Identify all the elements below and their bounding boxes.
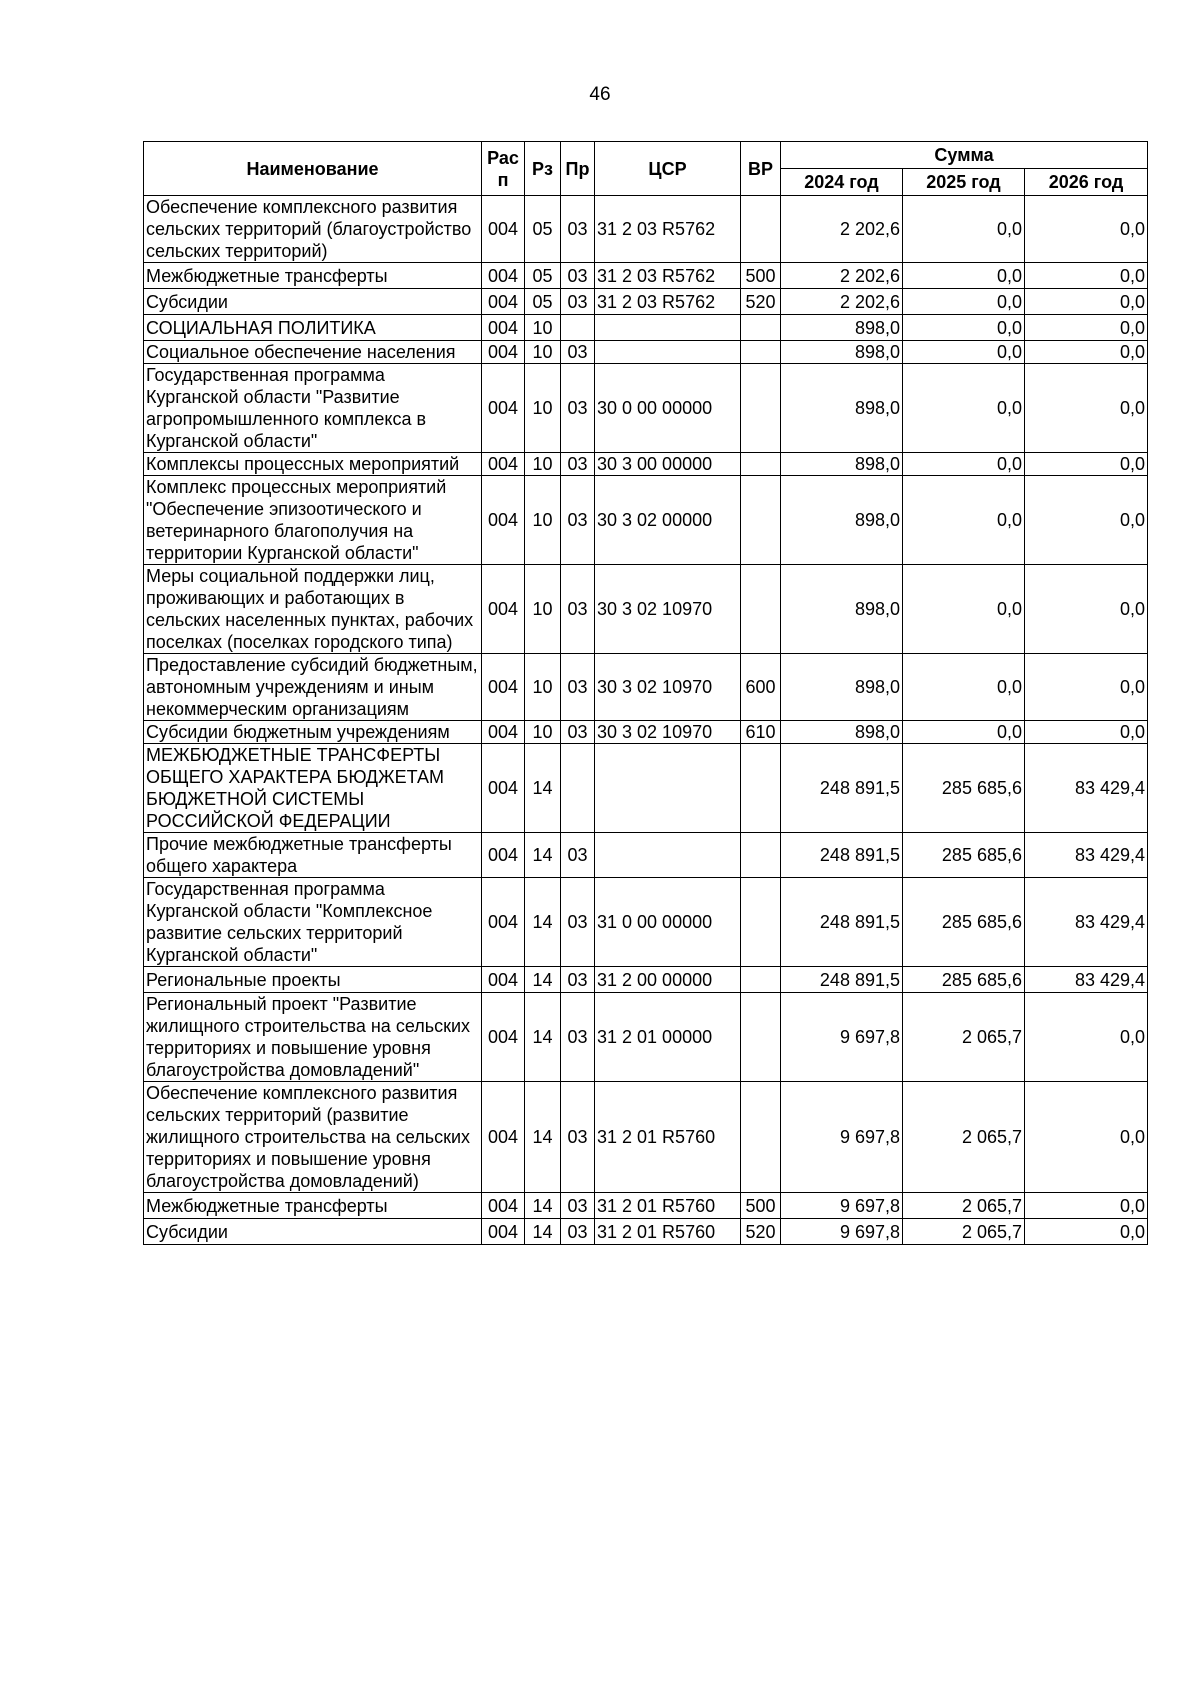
table-row <box>144 315 1148 341</box>
cell-csr: 31 2 03 R5762 <box>595 263 741 289</box>
cell-pr: 03 <box>561 341 595 364</box>
cell-rz: 10 <box>525 476 561 565</box>
cell-name: МЕЖБЮДЖЕТНЫЕ ТРАНСФЕРТЫ ОБЩЕГО ХАРАКТЕРА БЮДЖЕТАМ БЮДЖЕТНОЙ СИСТЕМЫ РОССИЙСКОЙ ФЕДЕРАЦИИ <box>144 744 482 833</box>
cell-2024: 9 697,8 <box>781 1082 903 1193</box>
cell-pr: 03 <box>561 1082 595 1193</box>
cell-vr <box>741 315 781 341</box>
cell-vr <box>741 476 781 565</box>
table-row <box>144 453 1148 476</box>
cell-rasp: 004 <box>482 565 525 654</box>
cell-name: Обеспечение комплексного развития сельских территорий (развитие жилищного строительства на сельских территориях и повышение уровня благоустройства домовладений) <box>144 1082 482 1193</box>
cell-2024: 9 697,8 <box>781 1193 903 1219</box>
cell-rz: 14 <box>525 833 561 878</box>
cell-rasp: 004 <box>482 1193 525 1219</box>
cell-rasp: 004 <box>482 453 525 476</box>
cell-vr <box>741 453 781 476</box>
cell-name: Межбюджетные трансферты <box>144 263 482 289</box>
header-rasp: Рас п <box>482 142 525 196</box>
cell-pr: 03 <box>561 289 595 315</box>
cell-vr <box>741 1082 781 1193</box>
cell-2024: 248 891,5 <box>781 878 903 967</box>
table-row <box>144 263 1148 289</box>
cell-vr: 500 <box>741 263 781 289</box>
cell-csr: 31 0 00 00000 <box>595 878 741 967</box>
cell-rasp: 004 <box>482 315 525 341</box>
cell-name: Социальное обеспечение населения <box>144 341 482 364</box>
cell-2025: 0,0 <box>903 364 1025 453</box>
cell-rz: 10 <box>525 654 561 721</box>
cell-vr <box>741 967 781 993</box>
cell-name: Субсидии <box>144 1219 482 1245</box>
table-body <box>144 196 1148 1245</box>
cell-rasp: 004 <box>482 967 525 993</box>
cell-2024: 248 891,5 <box>781 833 903 878</box>
cell-pr: 03 <box>561 453 595 476</box>
cell-2025: 0,0 <box>903 565 1025 654</box>
cell-2026: 83 429,4 <box>1025 833 1148 878</box>
cell-vr <box>741 744 781 833</box>
cell-2026: 0,0 <box>1025 654 1148 721</box>
cell-rz: 10 <box>525 315 561 341</box>
cell-rz: 10 <box>525 341 561 364</box>
cell-rz: 14 <box>525 878 561 967</box>
table-row <box>144 721 1148 744</box>
cell-2025: 0,0 <box>903 341 1025 364</box>
table-row <box>144 476 1148 565</box>
cell-2024: 2 202,6 <box>781 196 903 263</box>
cell-name: Меры социальной поддержки лиц, проживающих и работающих в сельских населенных пунктах, рабочих поселках (поселках городского типа) <box>144 565 482 654</box>
cell-2024: 2 202,6 <box>781 263 903 289</box>
cell-2025: 0,0 <box>903 476 1025 565</box>
cell-vr <box>741 364 781 453</box>
cell-pr <box>561 315 595 341</box>
cell-pr: 03 <box>561 196 595 263</box>
cell-rz: 14 <box>525 1193 561 1219</box>
cell-2026: 0,0 <box>1025 993 1148 1082</box>
cell-2025: 285 685,6 <box>903 967 1025 993</box>
header-2025: 2025 год <box>903 169 1025 196</box>
cell-vr: 500 <box>741 1193 781 1219</box>
cell-rz: 05 <box>525 263 561 289</box>
table-row <box>144 565 1148 654</box>
header-csr: ЦСР <box>595 142 741 196</box>
cell-rasp: 004 <box>482 993 525 1082</box>
cell-rasp: 004 <box>482 476 525 565</box>
table-row <box>144 289 1148 315</box>
cell-2024: 898,0 <box>781 565 903 654</box>
cell-csr: 31 2 03 R5762 <box>595 196 741 263</box>
cell-name: Субсидии бюджетным учреждениям <box>144 721 482 744</box>
cell-csr: 30 3 00 00000 <box>595 453 741 476</box>
cell-vr <box>741 196 781 263</box>
cell-2026: 0,0 <box>1025 1082 1148 1193</box>
cell-2025: 285 685,6 <box>903 833 1025 878</box>
cell-2025: 0,0 <box>903 196 1025 263</box>
cell-pr: 03 <box>561 721 595 744</box>
cell-vr: 520 <box>741 289 781 315</box>
cell-rasp: 004 <box>482 878 525 967</box>
table-row <box>144 196 1148 263</box>
cell-2026: 0,0 <box>1025 289 1148 315</box>
cell-2026: 0,0 <box>1025 263 1148 289</box>
cell-rasp: 004 <box>482 744 525 833</box>
cell-2025: 0,0 <box>903 654 1025 721</box>
cell-pr: 03 <box>561 1193 595 1219</box>
cell-vr <box>741 993 781 1082</box>
cell-csr: 31 2 03 R5762 <box>595 289 741 315</box>
table-row <box>144 364 1148 453</box>
cell-rasp: 004 <box>482 289 525 315</box>
cell-2025: 0,0 <box>903 263 1025 289</box>
cell-2026: 0,0 <box>1025 1219 1148 1245</box>
cell-rz: 14 <box>525 744 561 833</box>
cell-2026: 0,0 <box>1025 196 1148 263</box>
cell-csr: 31 2 01 R5760 <box>595 1193 741 1219</box>
cell-name: СОЦИАЛЬНАЯ ПОЛИТИКА <box>144 315 482 341</box>
cell-csr: 30 3 02 10970 <box>595 721 741 744</box>
cell-pr: 03 <box>561 833 595 878</box>
cell-2026: 0,0 <box>1025 1193 1148 1219</box>
cell-2026: 0,0 <box>1025 453 1148 476</box>
cell-rasp: 004 <box>482 263 525 289</box>
cell-csr <box>595 833 741 878</box>
cell-csr: 31 2 01 R5760 <box>595 1219 741 1245</box>
header-vr: ВР <box>741 142 781 196</box>
cell-name: Межбюджетные трансферты <box>144 1193 482 1219</box>
cell-rasp: 004 <box>482 721 525 744</box>
cell-2025: 285 685,6 <box>903 878 1025 967</box>
cell-csr: 31 2 01 00000 <box>595 993 741 1082</box>
cell-vr <box>741 878 781 967</box>
cell-rz: 14 <box>525 993 561 1082</box>
cell-vr <box>741 341 781 364</box>
cell-2026: 0,0 <box>1025 565 1148 654</box>
cell-2025: 2 065,7 <box>903 993 1025 1082</box>
header-pr: Пр <box>561 142 595 196</box>
cell-2026: 0,0 <box>1025 476 1148 565</box>
budget-table <box>143 141 1148 1245</box>
cell-rasp: 004 <box>482 833 525 878</box>
table-row <box>144 1219 1148 1245</box>
cell-name: Предоставление субсидий бюджетным, автономным учреждениям и иным некоммерческим организациям <box>144 654 482 721</box>
table-header <box>144 142 1148 196</box>
cell-vr: 600 <box>741 654 781 721</box>
cell-name: Прочие межбюджетные трансферты общего характера <box>144 833 482 878</box>
table-row <box>144 744 1148 833</box>
page-number: 46 <box>589 84 611 105</box>
cell-vr: 520 <box>741 1219 781 1245</box>
cell-2026: 0,0 <box>1025 364 1148 453</box>
header-name: Наименование <box>144 142 482 196</box>
table-row <box>144 993 1148 1082</box>
cell-pr: 03 <box>561 654 595 721</box>
cell-2024: 2 202,6 <box>781 289 903 315</box>
header-sum: Сумма <box>781 142 1148 169</box>
table-row <box>144 878 1148 967</box>
cell-2025: 0,0 <box>903 453 1025 476</box>
cell-rz: 10 <box>525 565 561 654</box>
cell-2024: 898,0 <box>781 476 903 565</box>
cell-csr: 30 3 02 10970 <box>595 654 741 721</box>
cell-2025: 2 065,7 <box>903 1193 1025 1219</box>
cell-pr: 03 <box>561 263 595 289</box>
cell-csr <box>595 341 741 364</box>
table-row <box>144 341 1148 364</box>
cell-2026: 0,0 <box>1025 341 1148 364</box>
cell-name: Государственная программа Курганской области "Развитие агропромышленного комплекса в Курганской области" <box>144 364 482 453</box>
cell-2025: 0,0 <box>903 289 1025 315</box>
header-2024: 2024 год <box>781 169 903 196</box>
cell-2025: 2 065,7 <box>903 1219 1025 1245</box>
cell-name: Комплекс процессных мероприятий "Обеспечение эпизоотического и ветеринарного благополучия на территории Курганской области" <box>144 476 482 565</box>
cell-csr: 30 3 02 10970 <box>595 565 741 654</box>
cell-csr: 31 2 01 R5760 <box>595 1082 741 1193</box>
cell-2024: 248 891,5 <box>781 744 903 833</box>
cell-rasp: 004 <box>482 654 525 721</box>
cell-rasp: 004 <box>482 341 525 364</box>
cell-2024: 898,0 <box>781 721 903 744</box>
cell-vr <box>741 833 781 878</box>
cell-pr: 03 <box>561 967 595 993</box>
cell-rz: 10 <box>525 721 561 744</box>
cell-pr: 03 <box>561 1219 595 1245</box>
table-row <box>144 967 1148 993</box>
cell-rz: 10 <box>525 453 561 476</box>
cell-pr: 03 <box>561 364 595 453</box>
cell-csr <box>595 315 741 341</box>
cell-2025: 0,0 <box>903 721 1025 744</box>
cell-2026: 83 429,4 <box>1025 744 1148 833</box>
cell-pr: 03 <box>561 878 595 967</box>
cell-csr: 30 0 00 00000 <box>595 364 741 453</box>
cell-2024: 898,0 <box>781 654 903 721</box>
cell-pr <box>561 744 595 833</box>
cell-csr: 31 2 00 00000 <box>595 967 741 993</box>
cell-2024: 898,0 <box>781 364 903 453</box>
cell-rz: 14 <box>525 967 561 993</box>
cell-2026: 83 429,4 <box>1025 967 1148 993</box>
cell-vr: 610 <box>741 721 781 744</box>
cell-2025: 285 685,6 <box>903 744 1025 833</box>
cell-2026: 83 429,4 <box>1025 878 1148 967</box>
cell-2024: 248 891,5 <box>781 967 903 993</box>
cell-2026: 0,0 <box>1025 315 1148 341</box>
cell-csr <box>595 744 741 833</box>
table-row <box>144 654 1148 721</box>
header-rz: Рз <box>525 142 561 196</box>
cell-name: Государственная программа Курганской области "Комплексное развитие сельских территорий Курганской области" <box>144 878 482 967</box>
table-row <box>144 833 1148 878</box>
header-2026: 2026 год <box>1025 169 1148 196</box>
cell-rasp: 004 <box>482 1219 525 1245</box>
cell-pr: 03 <box>561 993 595 1082</box>
cell-rasp: 004 <box>482 364 525 453</box>
cell-2024: 898,0 <box>781 315 903 341</box>
cell-2025: 0,0 <box>903 315 1025 341</box>
table-row <box>144 1193 1148 1219</box>
cell-2024: 9 697,8 <box>781 1219 903 1245</box>
cell-csr: 30 3 02 00000 <box>595 476 741 565</box>
cell-name: Субсидии <box>144 289 482 315</box>
cell-2024: 898,0 <box>781 453 903 476</box>
table-row <box>144 1082 1148 1193</box>
cell-2025: 2 065,7 <box>903 1082 1025 1193</box>
cell-rz: 14 <box>525 1219 561 1245</box>
cell-name: Комплексы процессных мероприятий <box>144 453 482 476</box>
cell-2026: 0,0 <box>1025 721 1148 744</box>
cell-rz: 14 <box>525 1082 561 1193</box>
cell-rz: 05 <box>525 289 561 315</box>
cell-name: Региональный проект "Развитие жилищного строительства на сельских территориях и повышение уровня благоустройства домовладений" <box>144 993 482 1082</box>
cell-rz: 10 <box>525 364 561 453</box>
cell-rasp: 004 <box>482 1082 525 1193</box>
cell-pr: 03 <box>561 565 595 654</box>
cell-rasp: 004 <box>482 196 525 263</box>
cell-name: Региональные проекты <box>144 967 482 993</box>
cell-2024: 898,0 <box>781 341 903 364</box>
cell-2024: 9 697,8 <box>781 993 903 1082</box>
cell-pr: 03 <box>561 476 595 565</box>
cell-vr <box>741 565 781 654</box>
cell-name: Обеспечение комплексного развития сельских территорий (благоустройство сельских территорий) <box>144 196 482 263</box>
cell-rz: 05 <box>525 196 561 263</box>
